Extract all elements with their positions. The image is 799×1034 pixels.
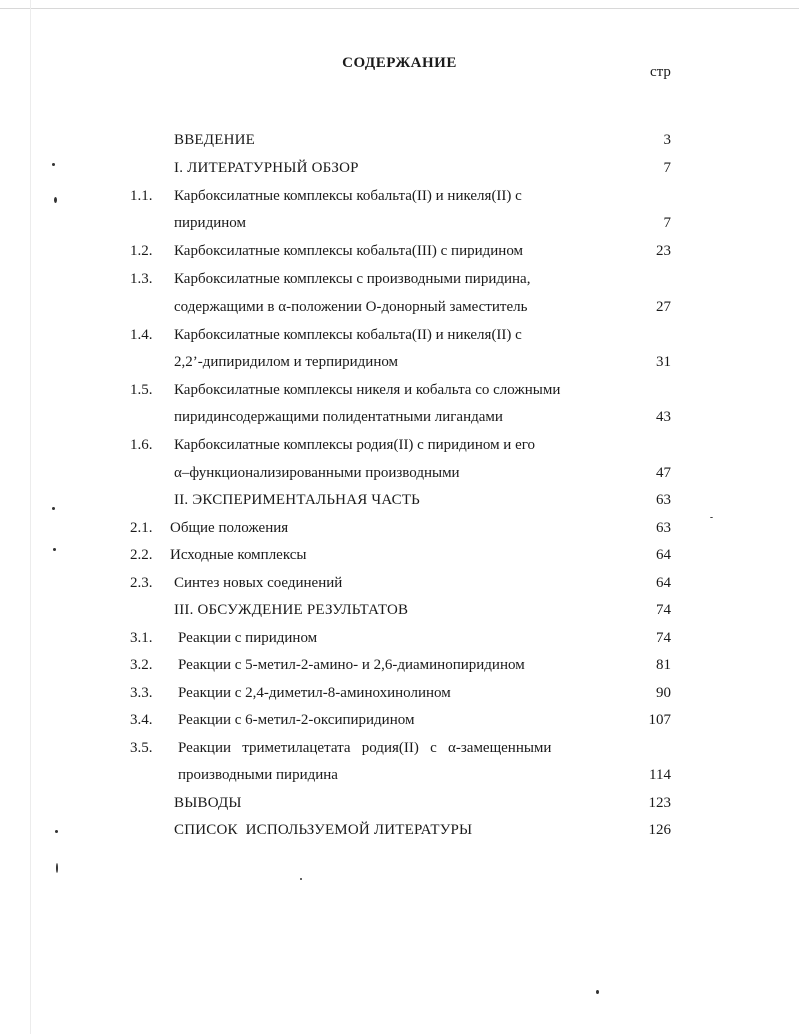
toc-entry bbox=[0, 354, 799, 378]
toc-entry bbox=[0, 465, 799, 489]
scan-speck bbox=[52, 507, 55, 510]
toc-entry bbox=[0, 767, 799, 791]
toc-entry bbox=[0, 630, 799, 654]
toc-entry bbox=[0, 740, 799, 764]
toc-entry-text: Карбоксилатные комплексы кобальта(II) и никеля(II) с bbox=[174, 188, 522, 204]
toc-entry-page: 63 bbox=[656, 520, 671, 536]
toc-entry-page: 74 bbox=[656, 630, 671, 646]
toc-entry bbox=[0, 437, 799, 461]
toc-entry-number: 3.5. bbox=[130, 740, 153, 756]
toc-entry-text: содержащими в α-положении О-донорный заместитель bbox=[174, 299, 528, 315]
toc-entry bbox=[0, 492, 799, 516]
toc-entry bbox=[0, 409, 799, 433]
toc-entry bbox=[0, 575, 799, 599]
toc-entry-number: 3.3. bbox=[130, 685, 153, 701]
toc-entry-text: II. ЭКСПЕРИМЕНТАЛЬНАЯ ЧАСТЬ bbox=[174, 492, 421, 508]
toc-entry bbox=[0, 602, 799, 626]
toc-entry-page: 123 bbox=[648, 795, 671, 811]
scan-speck bbox=[53, 548, 56, 551]
toc-entry-text: III. ОБСУЖДЕНИЕ РЕЗУЛЬТАТОВ bbox=[174, 602, 409, 618]
toc-entry-page: 74 bbox=[656, 602, 671, 618]
toc-entry-number: 3.1. bbox=[130, 630, 153, 646]
toc-entry-text: производными пиридина bbox=[178, 767, 338, 783]
toc-entry-number: 1.3. bbox=[130, 271, 153, 287]
toc-entry-text: Реакции с 5-метил-2-амино- и 2,6-диаминопиридином bbox=[178, 657, 525, 673]
toc-entry bbox=[0, 243, 799, 267]
toc-entry-number: 2.2. bbox=[130, 547, 153, 563]
toc-entry-page: 64 bbox=[656, 547, 671, 563]
toc-entry-text: ВВЕДЕНИЕ bbox=[174, 132, 255, 148]
page-title: СОДЕРЖАНИЕ bbox=[342, 55, 457, 71]
scan-speck bbox=[55, 830, 58, 833]
toc-entry-page: 47 bbox=[656, 465, 671, 481]
toc-entry-text: Карбоксилатные комплексы с производными пиридина, bbox=[174, 271, 531, 287]
toc-entry-page: 126 bbox=[648, 822, 671, 838]
scan-speck bbox=[52, 163, 55, 166]
toc-entry-text: I. ЛИТЕРАТУРНЫЙ ОБЗОР bbox=[174, 160, 359, 176]
toc-entry bbox=[0, 657, 799, 681]
toc-entry-number: 1.4. bbox=[130, 327, 153, 343]
toc-entry-text: Карбоксилатные комплексы кобальта(III) с пиридином bbox=[174, 243, 524, 259]
toc-entry-page: 43 bbox=[656, 409, 671, 425]
toc-entry bbox=[0, 685, 799, 709]
toc-entry-text: Карбоксилатные комплексы родия(II) с пиридином и его bbox=[174, 437, 536, 453]
toc-entry-page: 3 bbox=[663, 132, 671, 148]
toc-entry bbox=[0, 132, 799, 156]
toc-entry-number: 2.3. bbox=[130, 575, 153, 591]
scan-speck bbox=[300, 878, 302, 880]
toc-entry-text: α–функционализированными производными bbox=[174, 465, 460, 481]
toc-entry-page: 7 bbox=[663, 215, 671, 231]
toc-entry-page: 63 bbox=[656, 492, 671, 508]
toc-entry-text: Карбоксилатные комплексы кобальта(II) и никеля(II) с bbox=[174, 327, 522, 343]
scan-speck bbox=[596, 990, 599, 994]
toc-entry bbox=[0, 382, 799, 406]
toc-entry-page: 31 bbox=[656, 354, 671, 370]
toc-entry bbox=[0, 547, 799, 571]
toc-entry-page: 23 bbox=[656, 243, 671, 259]
toc-entry bbox=[0, 712, 799, 736]
toc-entry bbox=[0, 822, 799, 846]
toc-entry-page: 64 bbox=[656, 575, 671, 591]
scan-speck bbox=[710, 517, 713, 518]
toc-entry-text: Реакции с пиридином bbox=[178, 630, 318, 646]
toc-entry-text: Карбоксилатные комплексы никеля и кобальта со сложными bbox=[174, 382, 561, 398]
toc-entry-text: пиридинсодержащими полидентатными лигандами bbox=[174, 409, 503, 425]
toc-entry-page: 90 bbox=[656, 685, 671, 701]
toc-entry-text: ВЫВОДЫ bbox=[174, 795, 242, 811]
toc-entry bbox=[0, 327, 799, 351]
toc-entry-number: 1.6. bbox=[130, 437, 153, 453]
scan-speck bbox=[56, 863, 58, 873]
toc-entry-text: Реакции триметилацетата родия(II) с α-замещенными bbox=[178, 740, 552, 756]
scan-border-top bbox=[0, 8, 799, 9]
toc-entry bbox=[0, 520, 799, 544]
toc-entry bbox=[0, 795, 799, 819]
toc-entry bbox=[0, 188, 799, 212]
toc-entry-text: Общие положения bbox=[170, 520, 289, 536]
toc-entry bbox=[0, 215, 799, 239]
toc-entry-number: 2.1. bbox=[130, 520, 153, 536]
toc-entry-text: 2,2’-дипиридилом и терпиридином bbox=[174, 354, 399, 370]
toc-entry-page: 81 bbox=[656, 657, 671, 673]
toc-entry-page: 7 bbox=[663, 160, 671, 176]
toc-entry-text: Синтез новых соединений bbox=[174, 575, 343, 591]
toc-entry-number: 1.1. bbox=[130, 188, 153, 204]
page-column-header: стр bbox=[650, 64, 671, 80]
toc-entry-text: СПИСОК ИСПОЛЬЗУЕМОЙ ЛИТЕРАТУРЫ bbox=[174, 822, 473, 838]
toc-entry-number: 3.2. bbox=[130, 657, 153, 673]
toc-entry-text: Реакции с 2,4-диметил-8-аминохинолином bbox=[178, 685, 451, 701]
toc-entry-number: 3.4. bbox=[130, 712, 153, 728]
toc-entry bbox=[0, 299, 799, 323]
toc-entry-number: 1.2. bbox=[130, 243, 153, 259]
toc-entry-text: Исходные комплексы bbox=[170, 547, 307, 563]
toc-entry bbox=[0, 271, 799, 295]
toc-entry-page: 114 bbox=[649, 767, 671, 783]
toc-entry-page: 107 bbox=[648, 712, 671, 728]
toc-entry bbox=[0, 160, 799, 184]
toc-entry-text: пиридином bbox=[174, 215, 246, 231]
scan-speck bbox=[54, 197, 57, 203]
toc-entry-text: Реакции с 6-метил-2-оксипиридином bbox=[178, 712, 415, 728]
toc-entry-page: 27 bbox=[656, 299, 671, 315]
toc-entry-number: 1.5. bbox=[130, 382, 153, 398]
